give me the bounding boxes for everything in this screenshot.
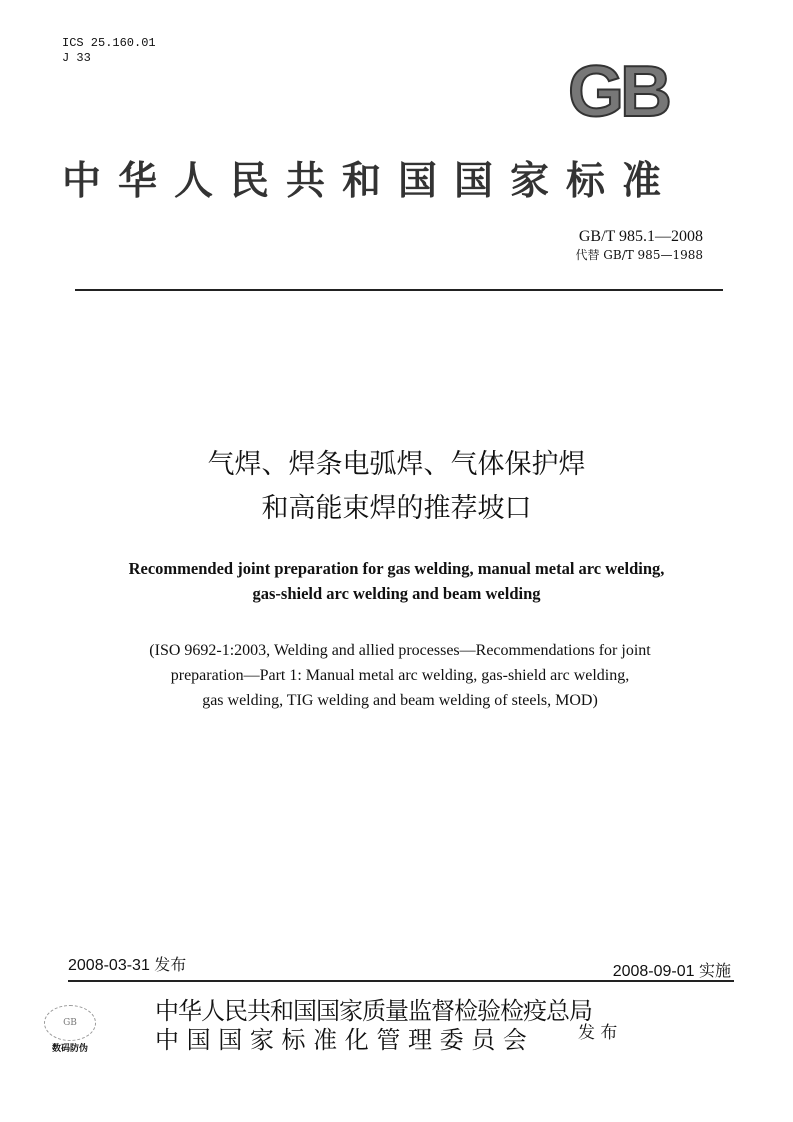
issuer-line: 中华人民共和国国家质量监督检验检疫总局: [155, 997, 592, 1025]
standard-number: GB/T 985.1—2008: [578, 228, 703, 245]
seal-text: 数码防伪: [51, 1044, 88, 1054]
iso-reference: [60, 638, 740, 713]
classification-codes: [62, 36, 156, 66]
title-en-line: gas-shield arc welding and beam welding: [252, 584, 541, 603]
issue-label: 发 布: [578, 1023, 618, 1043]
anti-counterfeit-seal: [38, 1005, 102, 1054]
replaces-standard: 代替 GB/T 985—1988: [575, 248, 703, 262]
document-title-cn: [0, 442, 793, 530]
svg-text:GB: GB: [568, 62, 668, 122]
implementation-date: 2008-09-01 实施: [612, 963, 731, 980]
ics-code: ICS 25.160.01: [62, 36, 156, 50]
header-divider: [75, 289, 723, 291]
seal-icon: GB: [44, 1005, 96, 1041]
national-standard-title: 中华人民共和国国家标准: [62, 159, 679, 204]
iso-line: (ISO 9692-1:2003, Welding and allied processes—Recommendations for joint: [149, 642, 651, 659]
document-title-en: [0, 556, 793, 606]
issuing-authorities: [155, 997, 592, 1055]
gb-logo-icon: [560, 62, 676, 122]
title-en-line: Recommended joint preparation for gas welding, manual metal arc welding,: [128, 559, 665, 578]
standard-number-block: [575, 228, 703, 263]
iso-line: gas welding, TIG welding and beam welding of steels, MOD): [202, 692, 598, 709]
iso-line: preparation—Part 1: Manual metal arc welding, gas-shield arc welding,: [170, 667, 630, 684]
title-cn-line: 气焊、焊条电弧焊、气体保护焊: [207, 449, 586, 479]
issuer-line: 中 国 国 家 标 准 化 管 理 委 员 会: [155, 1026, 527, 1054]
title-cn-line: 和高能束焊的推荐坡口: [261, 493, 532, 523]
footer-divider: [68, 980, 734, 982]
issue-date: 2008-03-31 发布: [68, 957, 187, 974]
ccs-code: J 33: [62, 51, 91, 65]
